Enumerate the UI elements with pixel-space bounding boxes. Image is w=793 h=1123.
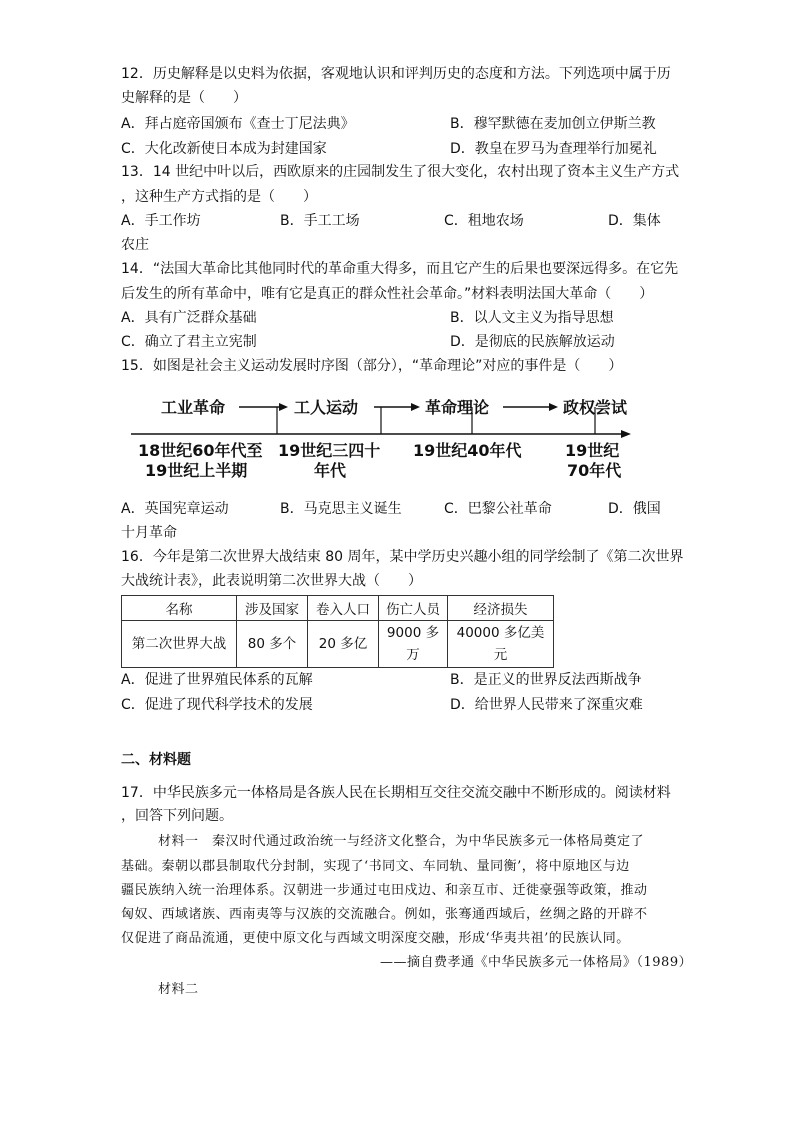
arrow-head-3 <box>549 403 558 411</box>
timeline-arrow-head <box>621 430 631 438</box>
q15-option-a: A．英国宪章运动 <box>121 501 229 517</box>
q14-option-a: A．具有广泛群众基础 <box>121 310 257 326</box>
q14-option-c: C．确立了君主立宪制 <box>121 334 257 350</box>
table-cell: 80 多个 <box>237 621 308 668</box>
q13-stem-line1: 13．14 世纪中叶以后，西欧原来的庄园制发生了很大变化，农村出现了资本主义生产方式 <box>121 164 680 180</box>
stage-workers-movement: 工人运动 <box>294 398 359 417</box>
q14-option-b: B．以人文主义为指导思想 <box>450 310 614 326</box>
period-1-line2: 19世纪上半期 <box>145 461 248 480</box>
table-row <box>122 621 554 668</box>
stage-industrial-revolution: 工业革命 <box>161 398 226 417</box>
table-header-row <box>122 596 554 621</box>
q12-option-b: B．穆罕默德在麦加创立伊斯兰教 <box>450 116 656 132</box>
q16-stem-line1: 16．今年是第二次世界大战结束 80 周年，某中学历史兴趣小组的同学绘制了《第二次世界 <box>121 549 684 565</box>
table-header-cell: 卷入人口 <box>308 596 379 621</box>
material-1-line4: 匈奴、西域诸族、西南夷等与汉族的交流融合。例如，张骞通西域后，丝绸之路的开辟不 <box>121 907 648 922</box>
q15-option-c: C．巴黎公社革命 <box>444 501 552 517</box>
table-header-cell: 名称 <box>122 596 237 621</box>
period-2-line2: 年代 <box>314 461 347 480</box>
q13-option-b: B．手工工场 <box>280 213 360 229</box>
material-1-line2: 基础。秦朝以郡县制取代分封制，实现了‘书同文、车同轨、量同衡’，将中原地区与边 <box>121 859 630 874</box>
q14-option-d: D．是彻底的民族解放运动 <box>450 334 615 350</box>
period-4-line2: 70年代 <box>567 461 622 480</box>
q12-stem-line1: 12．历史解释是以史料为依据，客观地认识和评判历史的态度和方法。下列选项中属于历 <box>121 66 671 82</box>
q13-stem-line2: ，这种生产方式指的是（ ） <box>121 189 317 205</box>
q14-stem-line1: 14．“法国大革命比其他同时代的革命重大得多，而且它产生的后果也要深远得多。在它先 <box>121 261 679 277</box>
q16-stem-line2: 大战统计表》，此表说明第二次世界大战（ ） <box>121 573 422 589</box>
period-3: 19世纪40年代 <box>413 441 522 460</box>
material-1-line5: 仅促进了商品流通，更使中原文化与西域文明深度交融，形成‘华夷共祖’的民族认同。 <box>121 931 630 946</box>
q13-option-a: A．手工作坊 <box>121 213 201 229</box>
section-title: 二、材料题 <box>121 752 191 768</box>
material-1-line1: 材料一 秦汉时代通过政治统一与经济文化整合，为中华民族多元一体格局奠定了 <box>158 834 645 849</box>
q17-stem-line2: ，回答下列问题。 <box>121 808 233 824</box>
q16-option-a: A．促进了世界殖民体系的瓦解 <box>121 672 313 688</box>
q15-option-d-cont: 十月革命 <box>121 525 177 541</box>
table-cell: 第二次世界大战 <box>122 621 237 668</box>
q13-option-d-cont: 农庄 <box>121 237 149 253</box>
table-cell: 20 多亿 <box>308 621 379 668</box>
q12-option-d: D．教皇在罗马为查理举行加冕礼 <box>450 141 657 157</box>
stage-regime-attempt: 政权尝试 <box>563 398 628 417</box>
period-1-line1: 18世纪60年代至 <box>138 441 263 460</box>
q16-option-b: B．是正义的世界反法西斯战争 <box>450 672 642 688</box>
q15-stem: 15．如图是社会主义运动发展时序图（部分），“革命理论”对应的事件是（ ） <box>121 358 623 374</box>
table-cell: 40000 多亿美元 <box>448 621 554 668</box>
q16-option-c: C．促进了现代科学技术的发展 <box>121 697 313 713</box>
q15-option-b: B．马克思主义诞生 <box>280 501 402 517</box>
table-cell: 9000 多万 <box>379 621 448 668</box>
q12-option-a: A．拜占庭帝国颁布《查士丁尼法典》 <box>121 116 355 132</box>
arrow-head-1 <box>279 403 288 411</box>
q17-stem-line1: 17．中华民族多元一体格局是各族人民在长期相互交往交流交融中不断形成的。阅读材料 <box>121 785 671 801</box>
q12-option-c: C．大化改新使日本成为封建国家 <box>121 141 327 157</box>
q12-stem-line2: 史解释的是（ ） <box>121 90 247 106</box>
stage-revolutionary-theory: 革命理论 <box>425 398 490 417</box>
timeline-diagram <box>121 388 661 488</box>
period-4-line1: 19世纪 <box>565 441 620 460</box>
q15-option-d: D．俄国 <box>608 501 661 517</box>
q13-option-c: C．租地农场 <box>444 213 524 229</box>
table-header-cell: 涉及国家 <box>237 596 308 621</box>
ww2-statistics-table <box>121 595 554 668</box>
table-header-cell: 经济损失 <box>448 596 554 621</box>
q14-stem-line2: 后发生的所有革命中，唯有它是真正的群众性社会革命。”材料表明法国大革命（ ） <box>121 286 654 302</box>
table-header-cell: 伤亡人员 <box>379 596 448 621</box>
arrow-head-2 <box>411 403 420 411</box>
q16-option-d: D．给世界人民带来了深重灾难 <box>450 697 643 713</box>
period-2-line1: 19世纪三四十 <box>278 441 381 460</box>
material-2-label: 材料二 <box>158 982 199 997</box>
material-1-source: ——摘自费孝通《中华民族多元一体格局》（1989） <box>380 955 693 970</box>
q13-option-d: D．集体 <box>608 213 661 229</box>
material-1-line3: 疆民族纳入统一治理体系。汉朝进一步通过屯田戍边、和亲互市、迁徙豪强等政策，推动 <box>121 883 648 898</box>
